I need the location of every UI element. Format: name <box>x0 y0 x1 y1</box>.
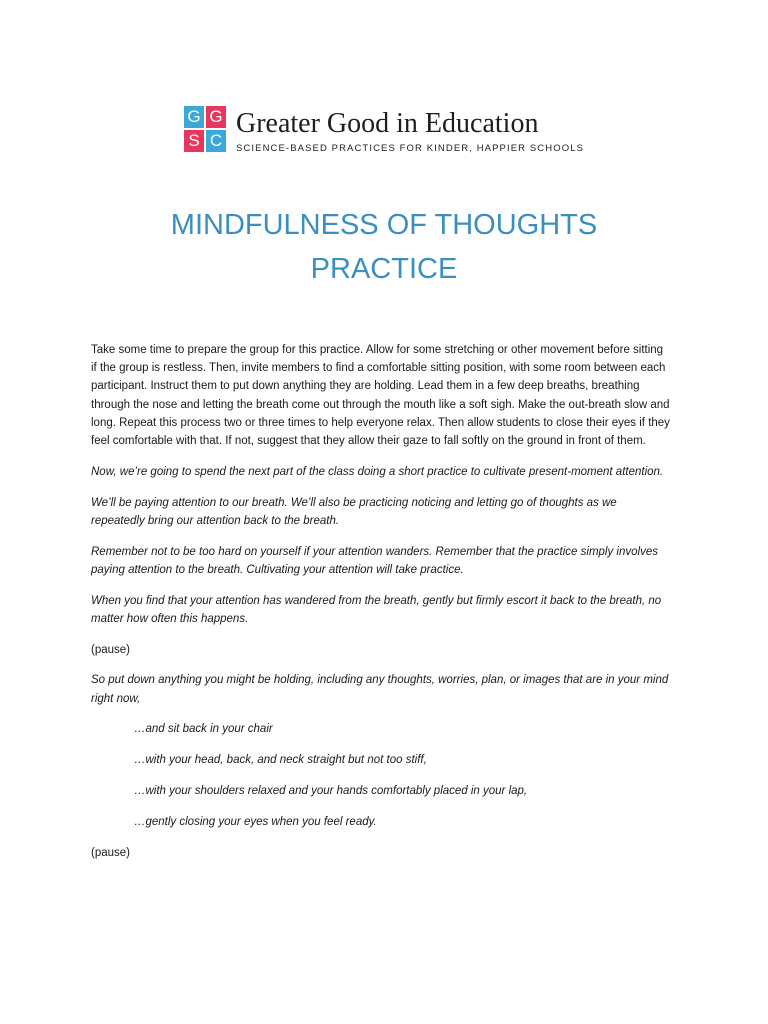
logo-tagline: SCIENCE-BASED PRACTICES FOR KINDER, HAPPIER SCHOOLS <box>236 143 585 154</box>
body-paragraph: We’ll be paying attention to our breath. We’ll also be practicing noticing and letting go of thoughts as we repeatedly bring our attention back to the breath. <box>91 496 617 527</box>
document-body <box>91 341 671 874</box>
body-paragraph: So put down anything you might be holding, including any thoughts, worries, plan, or images that are in your mind right now, <box>91 674 669 705</box>
logo-cell-g2: G <box>206 106 226 128</box>
logo-title: Greater Good in Education <box>236 108 539 139</box>
body-paragraph: (pause) <box>91 846 130 859</box>
body-paragraph: When you find that your attention has wandered from the breath, gently but firmly escort it back to the breath, no matter how often this happens. <box>91 594 662 625</box>
page-title-line-2: PRACTICE <box>310 253 458 285</box>
body-paragraph: …gently closing your eyes when you feel ready. <box>134 815 377 828</box>
body-paragraph: (pause) <box>91 643 130 656</box>
body-paragraph: …with your head, back, and neck straight but not too stiff, <box>134 754 427 767</box>
body-paragraph: Take some time to prepare the group for this practice. Allow for some stretching or other movement before sitting if the group is restless. Then, invite members to find a comfortable sitting position, with some room between each participant. Instruct them to put down anything they are holding. Lead them in a few deep breaths, breathing through the nose and letting the breath come out through the mouth like a soft sigh. Make the out-breath slow and long. Repeat this process two or three times to help everyone relax. Then allow students to close their eyes if they feel comfortable with that. If not, suggest that they allow their gaze to fall softly on the ground in front of them. <box>91 344 670 448</box>
body-paragraph: Remember not to be too hard on yourself if your attention wanders. Remember that the practice simply involves paying attention to the breath. Cultivating your attention will take practice. <box>91 545 658 576</box>
logo-cell-s: S <box>184 130 204 152</box>
body-paragraph: …with your shoulders relaxed and your hands comfortably placed in your lap, <box>134 785 528 797</box>
logo-mark <box>184 106 228 154</box>
page-title-line-1: MINDFULNESS OF THOUGHTS <box>170 209 598 241</box>
logo-cell-c: C <box>206 130 226 152</box>
page-title <box>0 203 768 291</box>
logo-cell-g1: G <box>184 106 204 128</box>
body-paragraph: Now, we’re going to spend the next part of the class doing a short practice to cultivate present-moment attention. <box>91 465 664 478</box>
body-paragraph: …and sit back in your chair <box>134 723 273 736</box>
